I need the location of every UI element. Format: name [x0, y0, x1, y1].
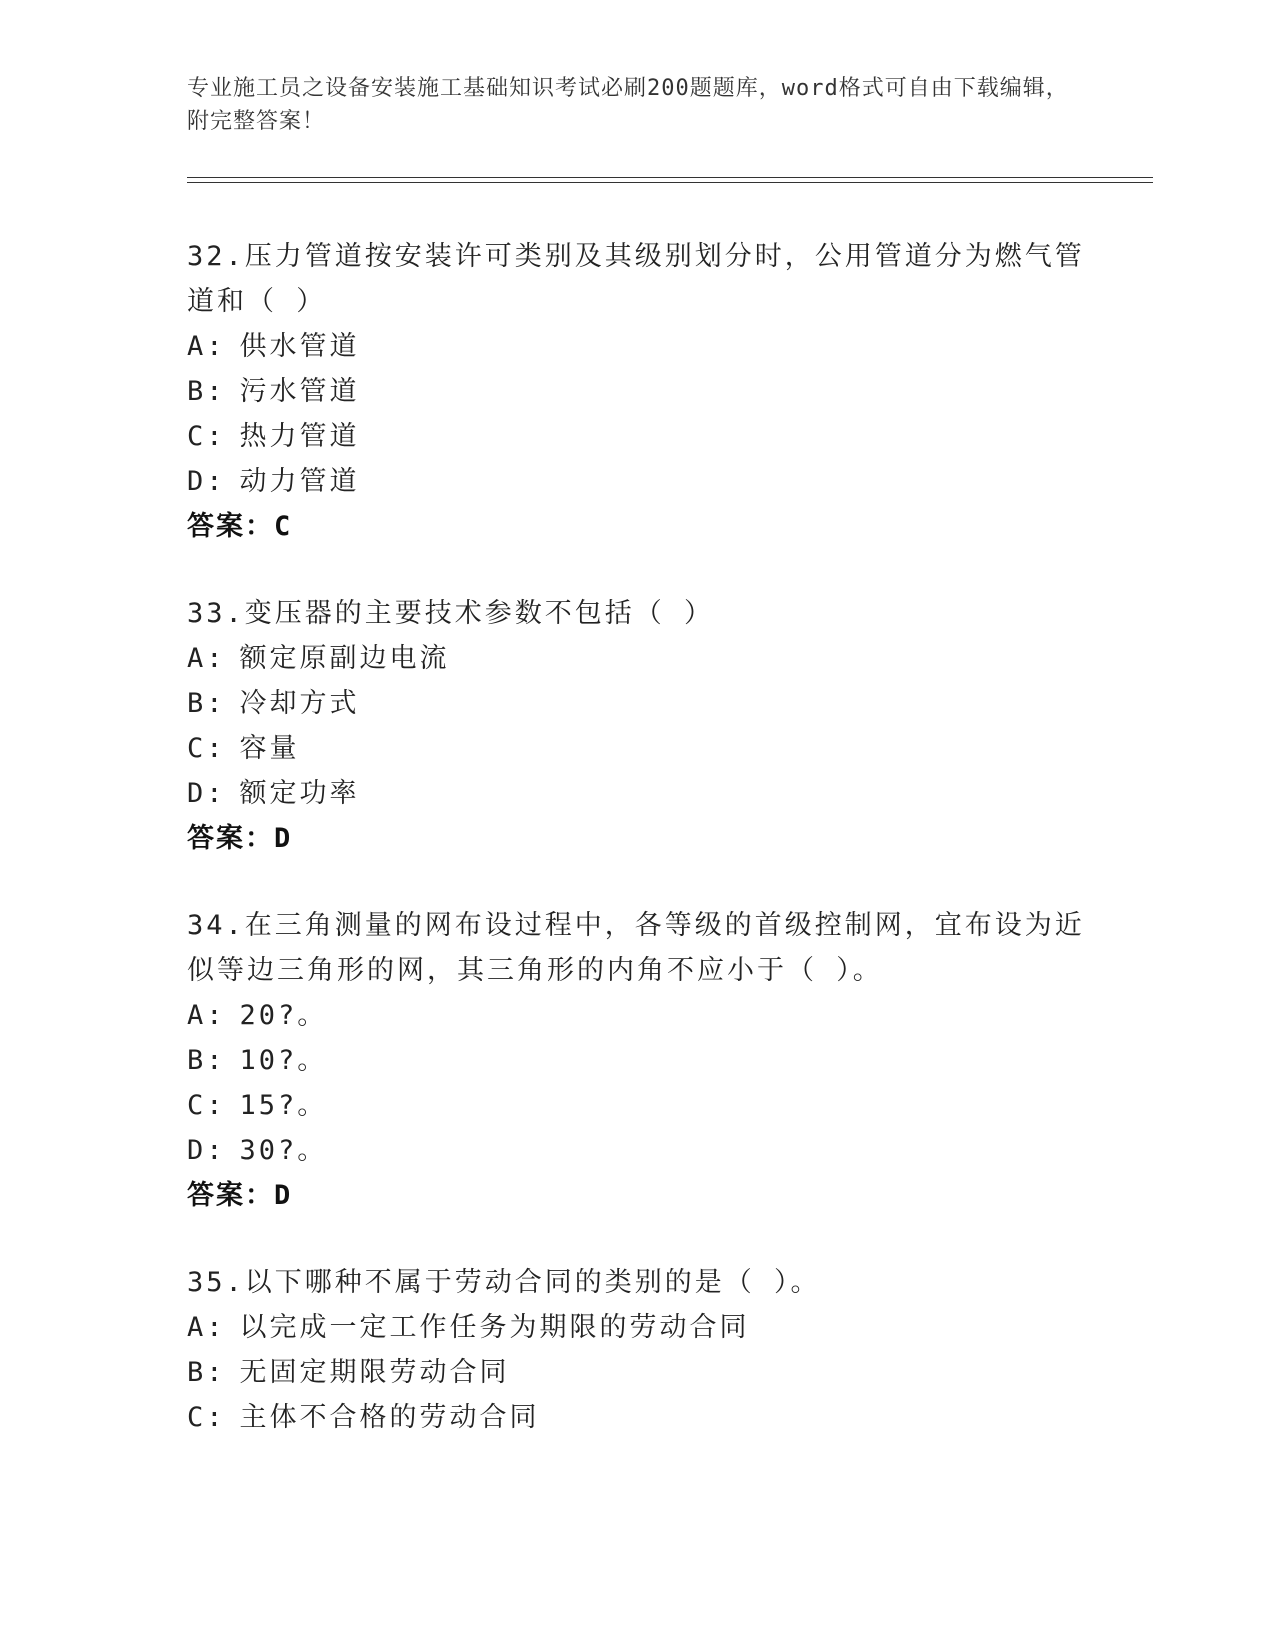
answer: 答案：C — [187, 511, 293, 542]
answer: 答案：D — [187, 1180, 293, 1211]
question-34 — [187, 903, 1087, 1219]
option-text: 污水管道 — [239, 376, 360, 407]
answer: 答案：D — [187, 823, 293, 854]
header-divider-top — [187, 177, 1153, 178]
option-label: B: — [187, 1357, 226, 1388]
question-text: 32.压力管道按安装许可类别及其级别划分时，公用管道分为燃气管道和（ ） — [187, 241, 1085, 317]
option-a — [187, 636, 1087, 681]
option-label: B: — [187, 1045, 226, 1076]
option-text: 15?。 — [239, 1090, 328, 1121]
question-text: 34.在三角测量的网布设过程中，各等级的首级控制网，宜布设为近似等边三角形的网，其三角形的内角不应小于（ ）。 — [187, 910, 1085, 986]
option-label: A: — [187, 643, 226, 674]
question-text: 35.以下哪种不属于劳动合同的类别的是（ ）。 — [187, 1267, 821, 1298]
option-label: A: — [187, 331, 226, 362]
option-text: 主体不合格的劳动合同 — [239, 1402, 540, 1433]
option-text: 30?。 — [239, 1135, 328, 1166]
option-label: C: — [187, 1090, 226, 1121]
option-b — [187, 681, 1087, 726]
option-label: B: — [187, 376, 226, 407]
option-label: D: — [187, 778, 226, 809]
option-text: 热力管道 — [239, 421, 360, 452]
header-title: 专业施工员之设备安装施工基础知识考试必刷200题题库，word格式可自由下载编辑，附完整答案！ — [187, 76, 1069, 134]
option-label: D: — [187, 1135, 226, 1166]
option-b — [187, 369, 1087, 414]
question-32 — [187, 234, 1087, 550]
option-a — [187, 993, 1087, 1038]
option-c — [187, 1395, 1087, 1440]
option-c — [187, 1083, 1087, 1128]
header-divider-bottom — [187, 182, 1153, 183]
option-c — [187, 414, 1087, 459]
option-label: C: — [187, 733, 226, 764]
option-text: 额定原副边电流 — [239, 643, 450, 674]
question-35 — [187, 1260, 1087, 1440]
question-text: 33.变压器的主要技术参数不包括（ ） — [187, 598, 715, 629]
option-d — [187, 771, 1087, 816]
option-text: 供水管道 — [239, 331, 360, 362]
option-d — [187, 1128, 1087, 1173]
option-text: 容量 — [239, 733, 300, 764]
question-33 — [187, 591, 1087, 862]
option-label: B: — [187, 688, 226, 719]
document-header — [187, 72, 1087, 138]
option-b — [187, 1350, 1087, 1395]
option-text: 以完成一定工作任务为期限的劳动合同 — [239, 1312, 750, 1343]
option-text: 动力管道 — [239, 466, 360, 497]
option-a — [187, 324, 1087, 369]
option-label: C: — [187, 1402, 226, 1433]
option-d — [187, 459, 1087, 504]
option-label: A: — [187, 1000, 226, 1031]
option-a — [187, 1305, 1087, 1350]
question-list — [187, 234, 1087, 1481]
option-text: 10?。 — [239, 1045, 328, 1076]
option-c — [187, 726, 1087, 771]
option-label: D: — [187, 466, 226, 497]
option-text: 20?。 — [239, 1000, 328, 1031]
option-b — [187, 1038, 1087, 1083]
option-text: 无固定期限劳动合同 — [239, 1357, 510, 1388]
option-text: 额定功率 — [239, 778, 360, 809]
option-label: C: — [187, 421, 226, 452]
option-label: A: — [187, 1312, 226, 1343]
option-text: 冷却方式 — [239, 688, 360, 719]
